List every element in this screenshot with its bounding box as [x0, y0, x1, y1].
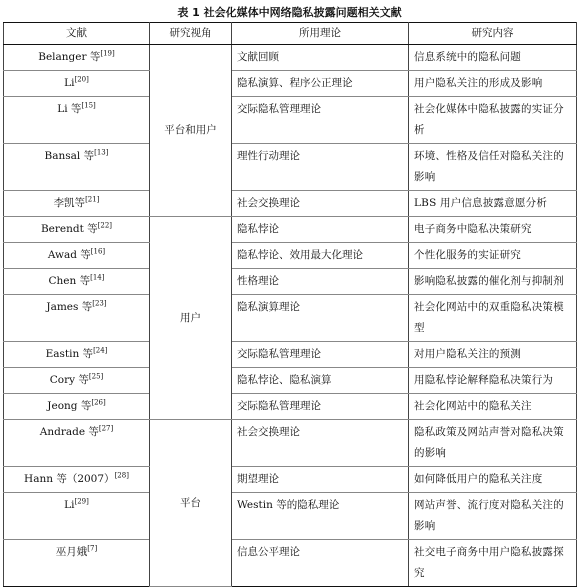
content-cell: 社会化媒体中隐私披露的实证分析	[409, 97, 577, 144]
reference-number: [27]	[98, 424, 114, 433]
literature-cell	[4, 144, 150, 191]
literature-cell	[4, 243, 150, 269]
theory-cell: 隐私演算、程序公正理论	[232, 71, 409, 97]
content-cell: 电子商务中隐私决策研究	[409, 217, 577, 243]
content-cell: 如何降低用户的隐私关注度	[409, 467, 577, 493]
literature-cell	[4, 540, 150, 587]
author-name: Bansal 等	[44, 150, 95, 162]
content-cell: 对用户隐私关注的预测	[409, 342, 577, 368]
theory-cell: 交际隐私管理理论	[232, 342, 409, 368]
content-cell: 用户隐私关注的形成及影响	[409, 71, 577, 97]
reference-number: [25]	[88, 372, 104, 381]
theory-cell: 理性行动理论	[232, 144, 409, 191]
author-name: Eastin 等	[45, 348, 94, 360]
table-row	[4, 144, 577, 191]
literature-cell	[4, 191, 150, 217]
table-row	[4, 243, 577, 269]
theory-cell: 交际隐私管理理论	[232, 97, 409, 144]
author-name: Li	[64, 499, 75, 511]
table-row	[4, 540, 577, 587]
header-perspective: 研究视角	[150, 23, 232, 45]
table-row	[4, 45, 577, 71]
content-cell: 信息系统中的隐私问题	[409, 45, 577, 71]
header-row	[4, 23, 577, 45]
author-name: Chen 等	[48, 275, 91, 287]
reference-number: [16]	[90, 247, 106, 256]
author-name: Li	[64, 77, 75, 89]
theory-cell: Westin 等的隐私理论	[232, 493, 409, 540]
theory-cell: 文献回顾	[232, 45, 409, 71]
perspective-cell: 平台和用户	[150, 45, 232, 217]
literature-cell	[4, 217, 150, 243]
theory-cell: 隐私演算理论	[232, 295, 409, 342]
content-cell: 网站声誉、流行度对隐私关注的影响	[409, 493, 577, 540]
header-literature: 文献	[4, 23, 150, 45]
table-row	[4, 368, 577, 394]
content-cell: LBS 用户信息披露意愿分析	[409, 191, 577, 217]
author-name: Belanger 等	[38, 51, 101, 63]
theory-cell: 社会交换理论	[232, 191, 409, 217]
literature-cell	[4, 97, 150, 144]
reference-number: [20]	[74, 75, 89, 84]
reference-number: [13]	[94, 148, 109, 157]
literature-cell	[4, 342, 150, 368]
header-content: 研究内容	[409, 23, 577, 45]
table-row	[4, 269, 577, 295]
literature-table	[3, 22, 577, 587]
table-row	[4, 420, 577, 467]
content-cell: 用隐私悖论解释隐私决策行为	[409, 368, 577, 394]
table-row	[4, 191, 577, 217]
theory-cell: 隐私悖论、效用最大化理论	[232, 243, 409, 269]
content-cell: 环境、性格及信任对隐私关注的影响	[409, 144, 577, 191]
literature-cell	[4, 71, 150, 97]
literature-cell	[4, 420, 150, 467]
theory-cell: 期望理论	[232, 467, 409, 493]
theory-cell: 信息公平理论	[232, 540, 409, 587]
content-cell: 影响隐私披露的催化剂与抑制剂	[409, 269, 577, 295]
author-name: Li 等	[57, 103, 82, 115]
author-name: Hann 等（2007）	[24, 473, 115, 485]
theory-cell: 社会交换理论	[232, 420, 409, 467]
author-name: Cory 等	[49, 374, 89, 386]
table-row	[4, 71, 577, 97]
literature-cell	[4, 467, 150, 493]
table-row	[4, 394, 577, 420]
reference-number: [7]	[87, 544, 98, 553]
author-name: James 等	[46, 301, 93, 313]
reference-number: [26]	[91, 398, 106, 407]
literature-cell	[4, 45, 150, 71]
reference-number: [28]	[114, 471, 129, 480]
literature-cell	[4, 394, 150, 420]
theory-cell: 隐私悖论、隐私演算	[232, 368, 409, 394]
table-row	[4, 217, 577, 243]
reference-number: [21]	[85, 195, 100, 204]
author-name: Andrade 等	[39, 426, 99, 438]
literature-cell	[4, 368, 150, 394]
reference-number: [29]	[74, 497, 89, 506]
reference-number: [15]	[81, 101, 96, 110]
author-name: Jeong 等	[47, 400, 92, 412]
perspective-cell: 平台	[150, 420, 232, 587]
perspective-cell: 用户	[150, 217, 232, 420]
table-row	[4, 493, 577, 540]
table-title: 表 1 社会化媒体中网络隐私披露问题相关文献	[177, 6, 402, 19]
author-name: 巫月娥	[55, 546, 88, 558]
reference-number: [23]	[92, 299, 107, 308]
reference-number: [22]	[97, 221, 113, 230]
theory-cell: 交际隐私管理理论	[232, 394, 409, 420]
reference-number: [19]	[100, 49, 115, 58]
literature-cell	[4, 493, 150, 540]
reference-number: [24]	[93, 346, 108, 355]
content-cell: 个性化服务的实证研究	[409, 243, 577, 269]
reference-number: [14]	[90, 273, 105, 282]
theory-cell: 性格理论	[232, 269, 409, 295]
table-row	[4, 467, 577, 493]
literature-cell	[4, 269, 150, 295]
table-row	[4, 295, 577, 342]
content-cell: 隐私政策及网站声誉对隐私决策的影响	[409, 420, 577, 467]
author-name: Berendt 等	[40, 223, 98, 235]
author-name: 李凯等	[53, 197, 86, 209]
table-row	[4, 97, 577, 144]
table-row	[4, 342, 577, 368]
theory-cell: 隐私悖论	[232, 217, 409, 243]
header-theory: 所用理论	[232, 23, 409, 45]
author-name: Awad 等	[47, 249, 91, 261]
literature-cell	[4, 295, 150, 342]
content-cell: 社会化网站中的双重隐私决策模型	[409, 295, 577, 342]
content-cell: 社交电子商务中用户隐私披露探究	[409, 540, 577, 587]
content-cell: 社会化网站中的隐私关注	[409, 394, 577, 420]
